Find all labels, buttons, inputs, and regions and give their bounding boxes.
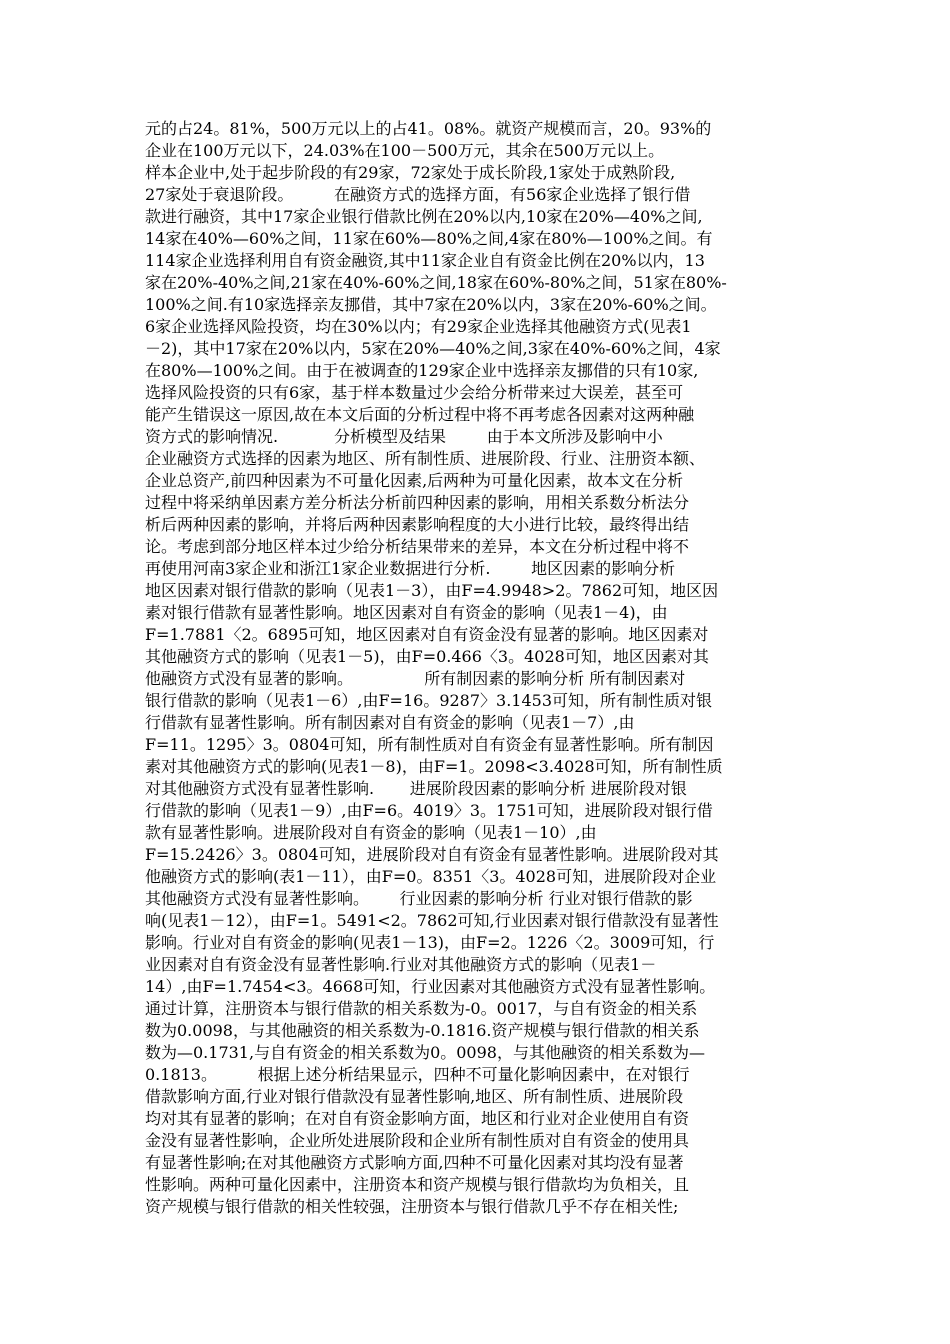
text-line: 款有显著性影响。进展阶段对自有资金的影响（见表1－10）,由 (145, 823, 597, 842)
text-line: 他融资方式的影响(表1－11），由F=0。8351〈3。4028可知，进展阶段对企业 (145, 867, 717, 886)
text-line: 0.1813。 根据上述分析结果显示，四种不可量化影响因素中，在对银行 (145, 1065, 690, 1084)
text-line: 14家在40%—60%之间，11家在60%—80%之间,4家在80%—100%之间。有 (145, 229, 713, 248)
text-line: 在80%—100%之间。由于在被调查的129家企业中选择亲友挪借的只有10家, (145, 361, 699, 380)
text-line: 企业在100万元以下，24.03%在100－500万元，其余在500万元以上。 (145, 141, 665, 160)
text-line: F=11。1295〉3。0804可知，所有制性质对自有资金有显著性影响。所有制因 (145, 735, 714, 754)
text-line: 对其他融资方式没有显著性影响. 进展阶段因素的影响分析 进展阶段对银 (145, 779, 687, 798)
text-line: 100%之间.有10家选择亲友挪借，其中7家在20%以内，3家在20%-60%之间。 (145, 295, 717, 314)
text-line: 金没有显著性影响，企业所处进展阶段和企业所有制性质对自有资金的使用具 (145, 1131, 690, 1150)
text-line: 6家企业选择风险投资，均在30%以内；有29家企业选择其他融资方式(见表1 (145, 317, 692, 336)
text-line: F=15.2426〉3。0804可知，进展阶段对自有资金有显著性影响。进展阶段对其 (145, 845, 719, 864)
text-line: 析后两种因素的影响，并将后两种因素影响程度的大小进行比较，最终得出结 (145, 515, 690, 534)
text-line: 行借款有显著性影响。所有制因素对自有资金的影响（见表1－7）,由 (145, 713, 635, 732)
text-line: 再使用河南3家企业和浙江1家企业数据进行分析. 地区因素的影响分析 (145, 559, 676, 578)
text-line: 素对银行借款有显著性影响。地区因素对自有资金的影响（见表1－4)，由 (145, 603, 668, 622)
text-line: 14）,由F=1.7454<3。4668可知，行业因素对其他融资方式没有显著性影响。 (145, 977, 716, 996)
text-line: 家在20%-40%之间,21家在40%-60%之间,18家在60%-80%之间，51家在80%- (145, 273, 727, 292)
text-line: 款进行融资，其中17家企业银行借款比例在20%以内,10家在20%—40%之间, (145, 207, 703, 226)
text-line: 论。考虑到部分地区样本过少给分析结果带来的差异，本文在分析过程中将不 (145, 537, 690, 556)
text-line: 过程中将采纳单因素方差分析法分析前四种因素的影响，用相关系数分析法分 (145, 493, 690, 512)
text-line: 资方式的影响情况. 分析模型及结果 由于本文所涉及影响中小 (145, 427, 663, 446)
text-line: 通过计算，注册资本与银行借款的相关系数为-0。0017，与自有资金的相关系 (145, 999, 698, 1018)
text-line: 响(见表1－12），由F=1。5491<2。7862可知,行业因素对银行借款没有显著性 (145, 911, 719, 930)
text-line: 素对其他融资方式的影响(见表1－8)，由F=1。2098<3.4028可知，所有制性质 (145, 757, 723, 776)
text-line: 资产规模与银行借款的相关性较强，注册资本与银行借款几乎不存在相关性; (145, 1197, 679, 1216)
text-line: 企业融资方式选择的因素为地区、所有制性质、进展阶段、行业、注册资本额、 (145, 449, 706, 468)
text-line: 他融资方式没有显著的影响。 所有制因素的影响分析 所有制因素对 (145, 669, 686, 688)
text-line: 企业总资产,前四种因素为不可量化因素,后两种为可量化因素，故本文在分析 (145, 471, 684, 490)
text-line: 均对其有显著的影响；在对自有资金影响方面，地区和行业对企业使用自有资 (145, 1109, 690, 1128)
text-line: 选择风险投资的只有6家，基于样本数量过少会给分析带来过大误差，甚至可 (145, 383, 684, 402)
document-body (145, 118, 815, 1218)
text-line: 数为—0.1731,与自有资金的相关系数为0。0098，与其他融资的相关系数为— (145, 1043, 705, 1062)
text-line: 影响。行业对自有资金的影响(见表1－13)，由F=2。1226〈2。3009可知，行 (145, 933, 715, 952)
text-line: 114家企业选择利用自有资金融资,其中11家企业自有资金比例在20%以内，13 (145, 251, 705, 270)
text-line: 元的占24。81%，500万元以上的占41。08%。就资产规模而言，20。93%的 (145, 119, 712, 138)
text-line: 借款影响方面,行业对银行借款没有显著性影响,地区、所有制性质、进展阶段 (145, 1087, 684, 1106)
text-line: 业因素对自有资金没有显著性影响.行业对其他融资方式的影响（见表1－ (145, 955, 657, 974)
text-line: 27家处于衰退阶段。 在融资方式的选择方面，有56家企业选择了银行借 (145, 185, 691, 204)
text-line: 有显著性影响;在对其他融资方式影响方面,四种不可量化因素对其均没有显著 (145, 1153, 684, 1172)
text-line: 银行借款的影响（见表1－6）,由F=16。9287〉3.1453可知，所有制性质对银 (145, 691, 713, 710)
text-line: 行借款的影响（见表1－9）,由F=6。4019〉3。1751可知，进展阶段对银行借 (145, 801, 713, 820)
text-line: 其他融资方式的影响（见表1－5)，由F=0.466〈3。4028可知，地区因素对其 (145, 647, 709, 666)
text-line: －2)，其中17家在20%以内，5家在20%—40%之间,3家在40%-60%之间，4家 (145, 339, 721, 358)
text-line: F=1.7881〈2。6895可知，地区因素对自有资金没有显著的影响。地区因素对 (145, 625, 709, 644)
text-line: 性影响。两种可量化因素中，注册资本和资产规模与银行借款均为负相关，且 (145, 1175, 690, 1194)
text-line: 能产生错误这一原因,故在本文后面的分析过程中将不再考虑各因素对这两种融 (145, 405, 695, 424)
text-line: 其他融资方式没有显著性影响。 行业因素的影响分析 行业对银行借款的影 (145, 889, 693, 908)
text-line: 地区因素对银行借款的影响（见表1－3），由F=4.9948>2。7862可知，地区因 (145, 581, 719, 600)
text-line: 数为0.0098，与其他融资的相关系数为-0.1816.资产规模与银行借款的相关系 (145, 1021, 700, 1040)
text-line: 样本企业中,处于起步阶段的有29家，72家处于成长阶段,1家处于成熟阶段, (145, 163, 676, 182)
